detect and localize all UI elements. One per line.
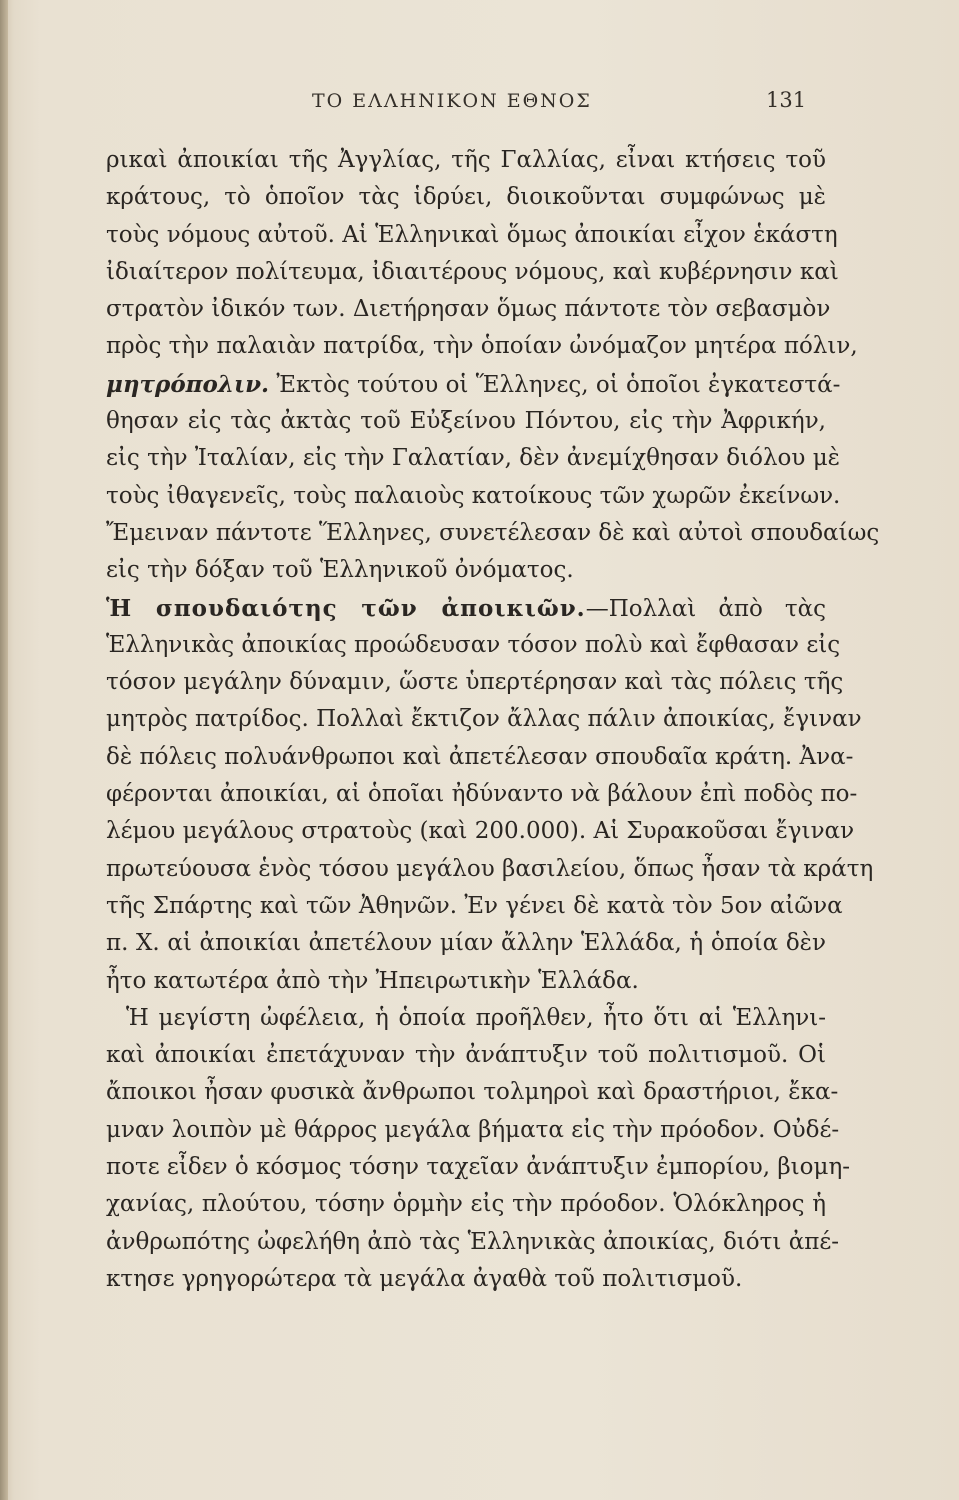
text-line: εἰς τὴν Ἰταλίαν, εἰς τὴν Γαλατίαν, δὲν ἀνεμίχθησαν διόλου μὲ	[106, 445, 840, 472]
text-line: ἀνθρωπότης ὠφελήθη ἀπὸ τὰς Ἑλληνικὰς ἀποικίας, διότι ἀπέ-	[106, 1228, 840, 1255]
text-line: πρὸς τὴν παλαιὰν πατρίδα, τὴν ὁποίαν ὠνόμαζον μητέρα πόλιν,	[106, 333, 858, 360]
section-subheading: Ἡ σπουδαιότης τῶν ἀποικιῶν.	[106, 594, 586, 622]
text-line: θησαν εἰς τὰς ἀκτὰς τοῦ Εὐξείνου Πόντου, εἰς τὴν Ἀφρικήν,	[106, 408, 826, 435]
text-line: στρατὸν ἰδικόν των. Διετήρησαν ὅμως πάντοτε τὸν σεβασμὸν	[106, 296, 831, 323]
text-line: τοὺς νόμους αὐτοῦ. Αἱ Ἑλληνικαὶ ὅμως ἀποικίαι εἶχον ἑκάστη	[106, 221, 838, 248]
text-line: Ἔμειναν πάντοτε Ἕλληνες, συνετέλεσαν δὲ καὶ αὐτοὶ σπουδαίως	[106, 519, 880, 546]
text-line: Ἑλληνικὰς ἀποικίας προώδευσαν τόσον πολὺ καὶ ἔφθασαν εἰς	[106, 631, 841, 658]
text-line: ἰδιαίτερον πολίτευμα, ἰδιαιτέρους νόμους, καὶ κυβέρνησιν καὶ	[106, 258, 839, 285]
text-line: ἄποικοι ἦσαν φυσικὰ ἄνθρωποι τολμηροὶ καὶ δραστήριοι, ἔκα-	[106, 1079, 839, 1106]
text-line: μναν λοιπὸν μὲ θάρρος μεγάλα βήματα εἰς τὴν πρόοδον. Οὐδέ-	[106, 1116, 840, 1143]
text-line: τοὺς ἰθαγενεῖς, τοὺς παλαιοὺς κατοίκους τῶν χωρῶν ἐκείνων.	[106, 482, 841, 509]
emphasized-term: μητρόπολιν.	[106, 370, 270, 398]
text-line: λέμου μεγάλους στρατοὺς (καὶ 200.000). Αἱ Συρακοῦσαι ἔγιναν	[106, 818, 855, 845]
page-number: 131	[766, 88, 807, 112]
text-line	[106, 366, 841, 403]
text-line: χανίας, πλούτου, τόσην ὁρμὴν εἰς τὴν πρόοδον. Ὁλόκληρος ἡ	[106, 1191, 826, 1218]
text-line: ποτε εἶδεν ὁ κόσμος τόσην ταχεῖαν ἀνάπτυξιν ἐμπορίου, βιομη-	[106, 1154, 851, 1181]
text-line: π. Χ. αἱ ἀποικίαι ἀπετέλουν μίαν ἄλλην Ἑλλάδα, ἡ ὁποία δὲν	[106, 930, 826, 957]
text-line: δὲ πόλεις πολυάνθρωποι καὶ ἀπετέλεσαν σπουδαῖα κράτη. Ἀνα-	[106, 743, 854, 770]
text-line	[106, 590, 826, 627]
text-line: κτησε γρηγορώτερα τὰ μεγάλα ἀγαθὰ τοῦ πολιτισμοῦ.	[106, 1265, 743, 1292]
text-line: ρικαὶ ἀποικίαι τῆς Ἀγγλίας, τῆς Γαλλίας, εἶναι κτήσεις τοῦ	[106, 147, 826, 173]
text-line: μητρὸς πατρίδος. Πολλαὶ ἔκτιζον ἄλλας πάλιν ἀποικίας, ἔγιναν	[106, 706, 862, 733]
page-header	[0, 86, 959, 120]
text-line-rest: Ἐκτὸς τούτου οἱ Ἕλληνες, οἱ ὁποῖοι ἐγκατεστά-	[276, 371, 841, 398]
running-title: ΤΟ ΕΛΛΗΝΙΚΟΝ ΕΘΝΟΣ	[312, 90, 592, 112]
text-line: ἦτο κατωτέρα ἀπὸ τὴν Ἠπειρωτικὴν Ἑλλάδα.	[106, 967, 639, 994]
text-line: φέρονται ἀποικίαι, αἱ ὁποῖαι ἠδύναντο νὰ βάλουν ἐπὶ ποδὸς πο-	[106, 781, 858, 808]
page-binding-edge	[0, 0, 8, 1500]
text-line: πρωτεύουσα ἑνὸς τόσου μεγάλου βασιλείου, ὅπως ἦσαν τὰ κράτη	[106, 855, 874, 882]
text-line: Ἡ μεγίστη ὠφέλεια, ἡ ὁποία προῆλθεν, ἦτο ὅτι αἱ Ἑλληνι-	[126, 1004, 826, 1031]
text-line: τῆς Σπάρτης καὶ τῶν Ἀθηνῶν. Ἐν γένει δὲ κατὰ τὸν 5ον αἰῶνα	[106, 892, 843, 919]
text-line: καὶ ἀποικίαι ἐπετάχυναν τὴν ἀνάπτυξιν τοῦ πολιτισμοῦ. Οἱ	[106, 1042, 826, 1069]
text-line-rest: —Πολλαὶ ἀπὸ τὰς	[585, 595, 826, 622]
text-line: κράτους, τὸ ὁποῖον τὰς ἱδρύει, διοικοῦνται συμφώνως μὲ	[106, 184, 826, 211]
text-line: τόσον μεγάλην δύναμιν, ὥστε ὑπερτέρησαν καὶ τὰς πόλεις τῆς	[106, 669, 844, 696]
text-line: εἰς τὴν δόξαν τοῦ Ἑλληνικοῦ ὀνόματος.	[106, 557, 574, 584]
body-text	[106, 142, 880, 1298]
